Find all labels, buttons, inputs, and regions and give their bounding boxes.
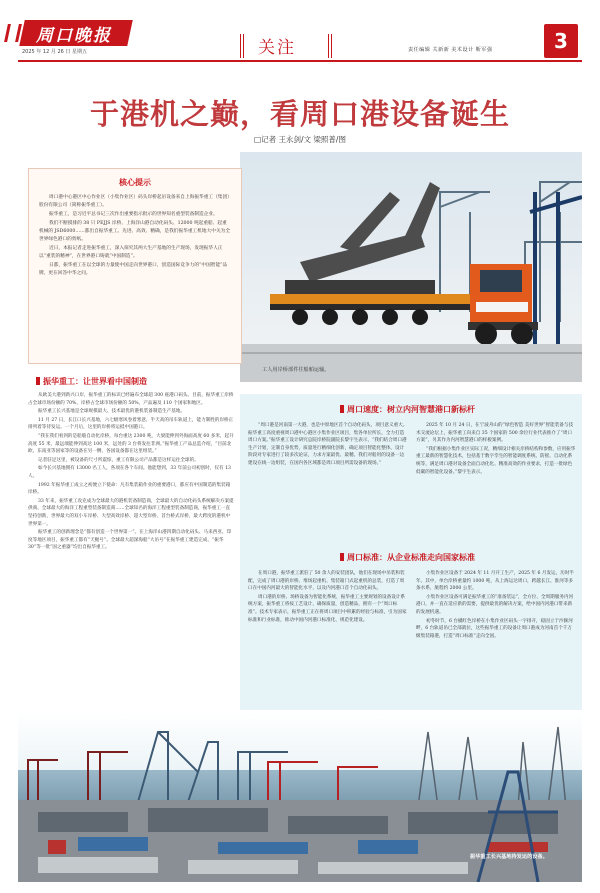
article-title: 于港机之巅，看周口港设备诞生 bbox=[89, 97, 510, 131]
hero-photo bbox=[240, 152, 582, 382]
masthead-rule bbox=[18, 60, 582, 62]
body-paragraph: 1992 年振华重工成立之初便立下使命：凡有集装箱作业的重要港口，都应有中国制造的集装箱岸桥。 bbox=[28, 482, 231, 496]
body-paragraph: 11 月 27 日，长江口长兴基地，六七级寒风卷着寒意，半天高的吊车轨道上，能力制胜的岸桥正排列着等待发运。一个月后，这里的岸桥将运抵中国港口。 bbox=[28, 417, 234, 431]
logo-stripe-decoration bbox=[4, 24, 22, 42]
body-paragraph: 记者驻足这里，被设备的尺寸所震惊，重工有限公司产品都是这样运往全球的。 bbox=[38, 457, 199, 463]
core-tip-paragraph: 日都，振华重工在以全球的力量使中国走向世界港口，创造国际竞争力的“中国智能”品牌，更在回答中华之问。 bbox=[39, 263, 228, 276]
section-divider-left bbox=[240, 34, 244, 58]
body-paragraph: “我在我们看到的是船舶自动化岸桥，每台重达 2300 吨，大梁能伸到外海面高度 60 多米，起升高度 55 米，最远端能伸到高达 100 米，远处的 3 台将发往非洲。”振华重工产品总监介绍，“目前北欧、东南亚等国家等的设备在另一侧，各国设备都在这里组装。” bbox=[28, 433, 234, 455]
section-name: 关注 bbox=[258, 38, 296, 58]
core-tip-paragraph: 振华重工，是习近平总书记三次作出重要指示批示的世界知名重型装备制造企业。 bbox=[49, 212, 218, 217]
body-paragraph: 2025 年 10 月 24 日，在宁波舟山的“绿色智造 美好世界”智能装备与技术交流论坛上，振华重工向来自 35 个国家的 500 余位行业代表推介了“周口方案”，另其作为内河智慧港口的样板案例。 bbox=[416, 423, 574, 444]
section2-body-col2 bbox=[416, 422, 576, 477]
section2-heading-text: 周口速度：树立内河智慧港口新标杆 bbox=[347, 405, 475, 414]
hero-photo-caption: 工人用岸桥部件往船舶运输。 bbox=[262, 367, 330, 373]
body-paragraph: 振华重工的创新理念是“都有创造一个世界第一”。在上海洋山港四期自动化码头、马来西亚、印度等地区项目，振华重工都有“天鲲号”。全球最大超深海船“大吊号”在振华重工建造完成、“振华 30”等一批“国之重器”均出自振华重工。 bbox=[28, 530, 232, 551]
section1-heading-marker bbox=[36, 377, 40, 385]
body-paragraph: 小集作业区设备于 2024 年 11 月开工生产，2025 年 6 月发运，历时半年。其中，单台岸桥重量约 1000 吨，从上海运达周口，跨越长江、淮河等多条水系，航程约 2000 公里。 bbox=[416, 571, 575, 592]
core-tip-paragraph: 我们不断摸排的 38 只 PEJJS 岸桥、上海洋山港自动化码头、12000 吨起重船、起重机械的 JSD6000……都出自振华重工。先进、高效、精确，是我们振华重工机地大中关为全世界绿色港口的剪纸。 bbox=[39, 221, 231, 242]
section2-heading-marker bbox=[340, 405, 344, 413]
body-paragraph: “我们根据小集作业区实际工况，精细设计相关岸桥结构和参数，应用振华重工最新的智慧化技术，包括基于数字孪生的智能调度系统、防摇、自动化系统等，满足周口港对设备全面自动化化、精准高效的作业要求，打造一批绿色低碳的智能化设备。”黎宇生表示。 bbox=[416, 446, 576, 475]
core-tip-box bbox=[28, 168, 242, 364]
body-paragraph: “周口港是河南第一大港，也是中原地区首个自动化码头，项目意义重大。振华重工高度重视周口港中心港区小集作业区项目，集各单位所长，全力打造周口方案。”振华重工设计研究总院岸桥院副院长黎宇生表示，“我们结合周口港生产计划，定制自身优势，质量进行精细化创新，确定项目智能化整体，设计阶段对专家进行了较多次论证，力求方案最优、最精。我们对船用的设备一边建设在线一边组装，在国内各区域都是周口项目所需设备的现场。” bbox=[248, 423, 408, 466]
core-tip-paragraph: 近日，本报记者走进振华重工，深入探究其两大生产基地的生产现场，发现振华人正以“重装的精神”，在世界港口铸就“中国制造”。 bbox=[39, 246, 223, 259]
editors-credit: 责任编辑 关新新 美术设计 靳军强 bbox=[408, 47, 493, 53]
body-paragraph: 周口港的岸桥、场桥设备为智能化系统，振华重工主要规划的设备设计系统方案，振华重工将按工艺设计，确保质量，创造精品，拥有一个“周口标准”。技术专家表示，振华重工正在将周口项目中积累的经验与标准，引为国家标准和行业标准，推动中国内河港口标准化、规范化建设。 bbox=[248, 594, 407, 623]
section3-body-col2 bbox=[416, 570, 576, 641]
section1-heading-text: 振华重工：让世界看中国制造 bbox=[43, 377, 147, 386]
body-paragraph: 小集作业区设备可满足振华重工的“准备装运”，全方位、全周期服务内河港口，并一直在适应新的需要，提供最优的解决方案，给中国内河港口带来新的发展机遇。 bbox=[416, 594, 574, 615]
page-number: 3 bbox=[544, 24, 578, 58]
newspaper-logo: 周口晚报 bbox=[36, 26, 112, 46]
masthead bbox=[0, 0, 600, 62]
body-paragraph: 如今长兴基地拥有 13000 名工人，各项在各个车间。他能想到，33 年前公司初创时，仅有 13 人。 bbox=[28, 466, 231, 479]
section1-body bbox=[28, 392, 234, 553]
body-paragraph: 初冬时节，6 台橘红色岸桥在小集作业区码头一字排开，稳固立于沙颍河畔，6 台轨道吊已全部就位，这些振华重工的设备让周口港成为河南首个千万级集装箱港，打造“周口标准”走向全国。 bbox=[416, 618, 573, 639]
article-byline: □记者 王永剑/文 梁照普/图 bbox=[254, 135, 346, 144]
section3-heading bbox=[340, 552, 475, 563]
section3-heading-marker bbox=[340, 553, 344, 561]
body-paragraph: 在周口港，振华重工派驻了 50 余人的安装团队，他们在现场中吊装和装配，完成了周口港的岸桥、堆场起重机、集装箱门式起重机的总装，打造了周口在中国内河最大的智能化水平，以及内河港口首个自动化码头。 bbox=[248, 571, 405, 592]
body-paragraph: 从欧美大港到新兴口岸，振华重工的标识已经遍布全球超 300 座港口码头。目前，振华重工岸桥占全球市场份额的 70%，岸桥占全球市场份额的 50%，产品遍及 110 个国家和地区。 bbox=[28, 393, 234, 406]
core-tip-title: 核心提示 bbox=[119, 178, 151, 187]
section3-heading-text: 周口标准：从企业标准走向国家标准 bbox=[347, 553, 475, 562]
core-tip-paragraph: 周口港中心港区中心作业区（小集作业区）码头岸桥起吊设备来自上海振华重工（集团）股份有限公司（简称振华重工）。 bbox=[39, 195, 230, 208]
section3-body-col1 bbox=[248, 570, 408, 625]
section-divider-right bbox=[328, 34, 332, 58]
issue-date: 2025 年 12 月 26 日 星期五 bbox=[22, 49, 87, 55]
port-crane-truck-image bbox=[240, 152, 582, 382]
bottom-photo-caption: 振华重工长兴基地待发运的设备。 bbox=[470, 854, 548, 860]
section2-body-col1 bbox=[248, 422, 408, 469]
body-paragraph: 33 年来，振华重工攻克成为全球最大的港机装备制造商，全球最大的自动化码头系统解决方案提供商、全球最大的海洋工程重型装备制造商……全球知名的海洋工程重型装备制造商，振华重工一直坚持创新，世界最大的双小车岸桥、大型高效岸桥、超大型岸桥、首台桥式岸桥，最大跨度的港机中世界第一。 bbox=[28, 498, 234, 527]
section2-heading bbox=[340, 404, 475, 415]
section1-heading bbox=[36, 376, 147, 387]
body-paragraph: 振华重工长兴基地是全球规模最大、技术最优的港机装备制造生产基地。 bbox=[38, 409, 186, 415]
